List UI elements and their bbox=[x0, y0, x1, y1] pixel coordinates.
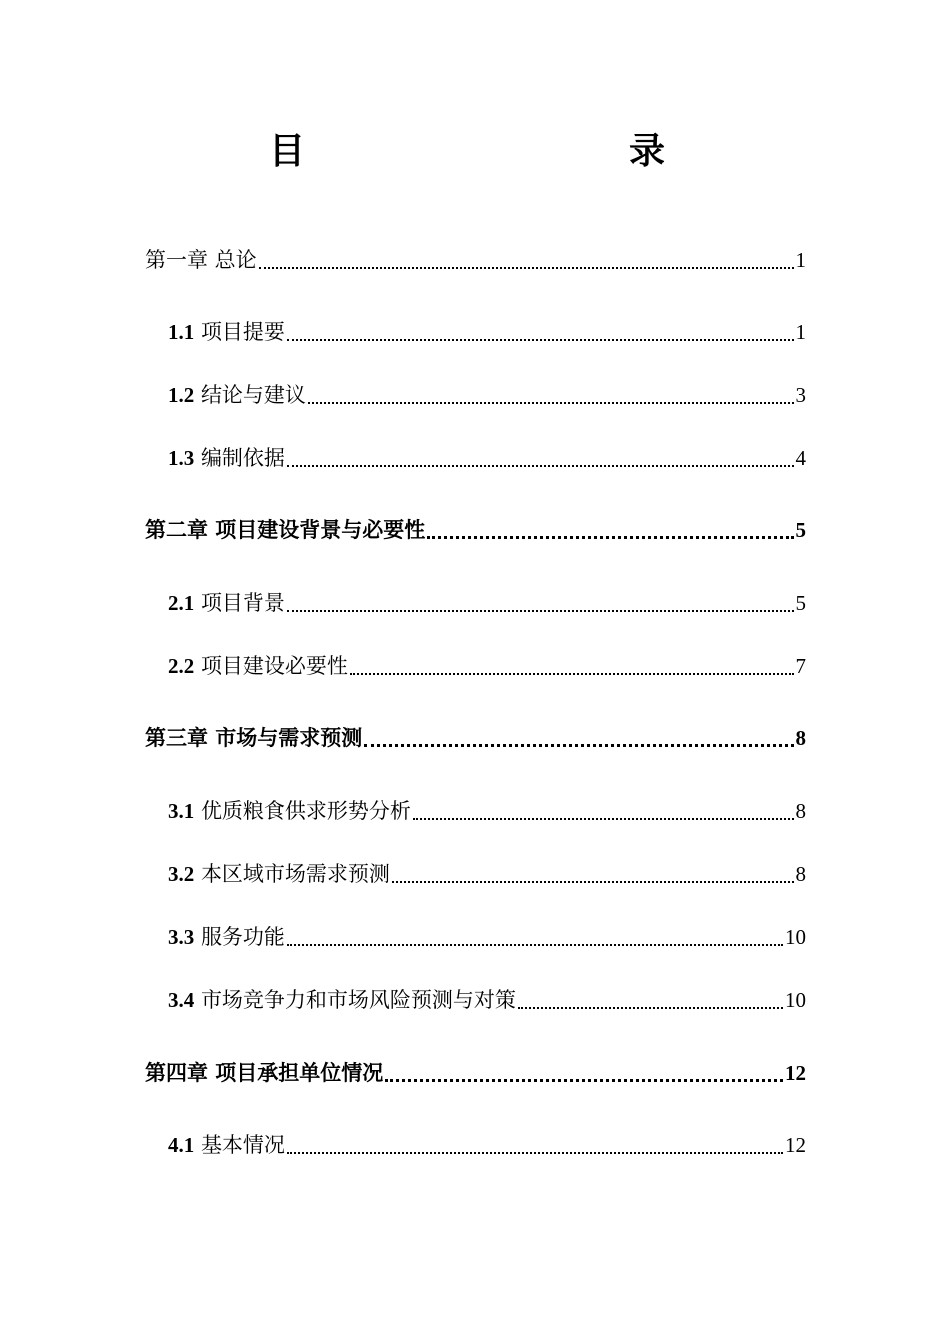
dot-leader bbox=[390, 858, 796, 890]
toc-entry-section-1-3[interactable] bbox=[168, 442, 806, 474]
toc-entry-section-3-2[interactable] bbox=[168, 858, 806, 890]
toc-entry-page: 7 bbox=[795, 654, 806, 678]
toc-entry-page: 5 bbox=[795, 591, 806, 615]
toc-entry-section-3-4[interactable] bbox=[168, 984, 806, 1016]
toc-entry-page: 10 bbox=[785, 988, 806, 1012]
toc-entry-page: 8 bbox=[795, 799, 806, 823]
toc-entry-section-3-1[interactable] bbox=[168, 795, 806, 827]
toc-entry-label: 项目建设必要性 bbox=[200, 654, 348, 678]
toc-entry-chapter-4[interactable] bbox=[145, 1057, 806, 1089]
toc-entry-number: 2.2 bbox=[168, 654, 195, 678]
toc-entry-label: 基本情况 bbox=[200, 1133, 285, 1157]
toc-entry-section-4-1[interactable] bbox=[168, 1129, 806, 1161]
toc-entry-number: 4.1 bbox=[168, 1133, 195, 1157]
toc-entry-page: 12 bbox=[785, 1133, 806, 1157]
toc-entry-label: 第三章 市场与需求预测 bbox=[145, 725, 363, 750]
toc-entry-label: 第一章 总论 bbox=[145, 248, 257, 272]
dot-leader bbox=[411, 795, 796, 827]
dot-leader bbox=[285, 1129, 785, 1161]
toc-entry-section-3-3[interactable] bbox=[168, 921, 806, 953]
toc-entry-label: 服务功能 bbox=[200, 925, 285, 949]
dot-leader bbox=[285, 316, 796, 348]
dot-leader bbox=[362, 722, 795, 754]
toc-entry-number: 3.1 bbox=[168, 799, 195, 823]
toc-entry-number: 3.2 bbox=[168, 862, 195, 886]
toc-entry-label: 本区域市场需求预测 bbox=[200, 862, 390, 886]
toc-entry-section-1-1[interactable] bbox=[168, 316, 806, 348]
dot-leader bbox=[516, 984, 785, 1016]
toc-entry-label: 结论与建议 bbox=[200, 383, 306, 407]
toc-entry-number: 1.1 bbox=[168, 320, 195, 344]
dot-leader bbox=[306, 379, 796, 411]
dot-leader bbox=[285, 442, 796, 474]
toc-entry-label: 市场竞争力和市场风险预测与对策 bbox=[200, 988, 516, 1012]
toc-entry-number: 3.3 bbox=[168, 925, 195, 949]
toc-entry-page: 8 bbox=[795, 726, 806, 750]
toc-entry-page: 4 bbox=[795, 446, 806, 470]
dot-leader bbox=[257, 244, 796, 276]
toc-entry-section-2-1[interactable] bbox=[168, 587, 806, 619]
toc-entry-number: 2.1 bbox=[168, 591, 195, 615]
toc-entry-chapter-3[interactable] bbox=[145, 722, 806, 754]
toc-entry-number: 1.3 bbox=[168, 446, 195, 470]
dot-leader bbox=[285, 921, 785, 953]
dot-leader bbox=[285, 587, 796, 619]
page-title: 目 录 bbox=[268, 131, 749, 172]
toc-entry-chapter-1[interactable] bbox=[145, 244, 806, 276]
toc-entry-label: 项目提要 bbox=[200, 320, 285, 344]
toc-entry-number: 3.4 bbox=[168, 988, 195, 1012]
toc-entry-page: 3 bbox=[795, 383, 806, 407]
toc-entry-label: 优质粮食供求形势分析 bbox=[200, 799, 411, 823]
toc-entry-page: 10 bbox=[785, 925, 806, 949]
toc-entry-label: 第二章 项目建设背景与必要性 bbox=[145, 517, 426, 542]
toc-entry-number: 1.2 bbox=[168, 383, 195, 407]
dot-leader bbox=[383, 1057, 785, 1089]
toc-entry-page: 8 bbox=[795, 862, 806, 886]
toc-entry-page: 1 bbox=[795, 248, 806, 272]
toc-entry-label: 项目背景 bbox=[200, 591, 285, 615]
toc-entry-page: 1 bbox=[795, 320, 806, 344]
toc-entry-page: 5 bbox=[795, 518, 806, 542]
toc-entry-section-1-2[interactable] bbox=[168, 379, 806, 411]
toc-entry-chapter-2[interactable] bbox=[145, 514, 806, 546]
toc-entry-label: 第四章 项目承担单位情况 bbox=[145, 1060, 384, 1085]
toc-entry-label: 编制依据 bbox=[200, 446, 285, 470]
dot-leader bbox=[348, 650, 796, 682]
dot-leader bbox=[425, 514, 795, 546]
toc-entry-page: 12 bbox=[785, 1061, 806, 1085]
toc-entry-section-2-2[interactable] bbox=[168, 650, 806, 682]
